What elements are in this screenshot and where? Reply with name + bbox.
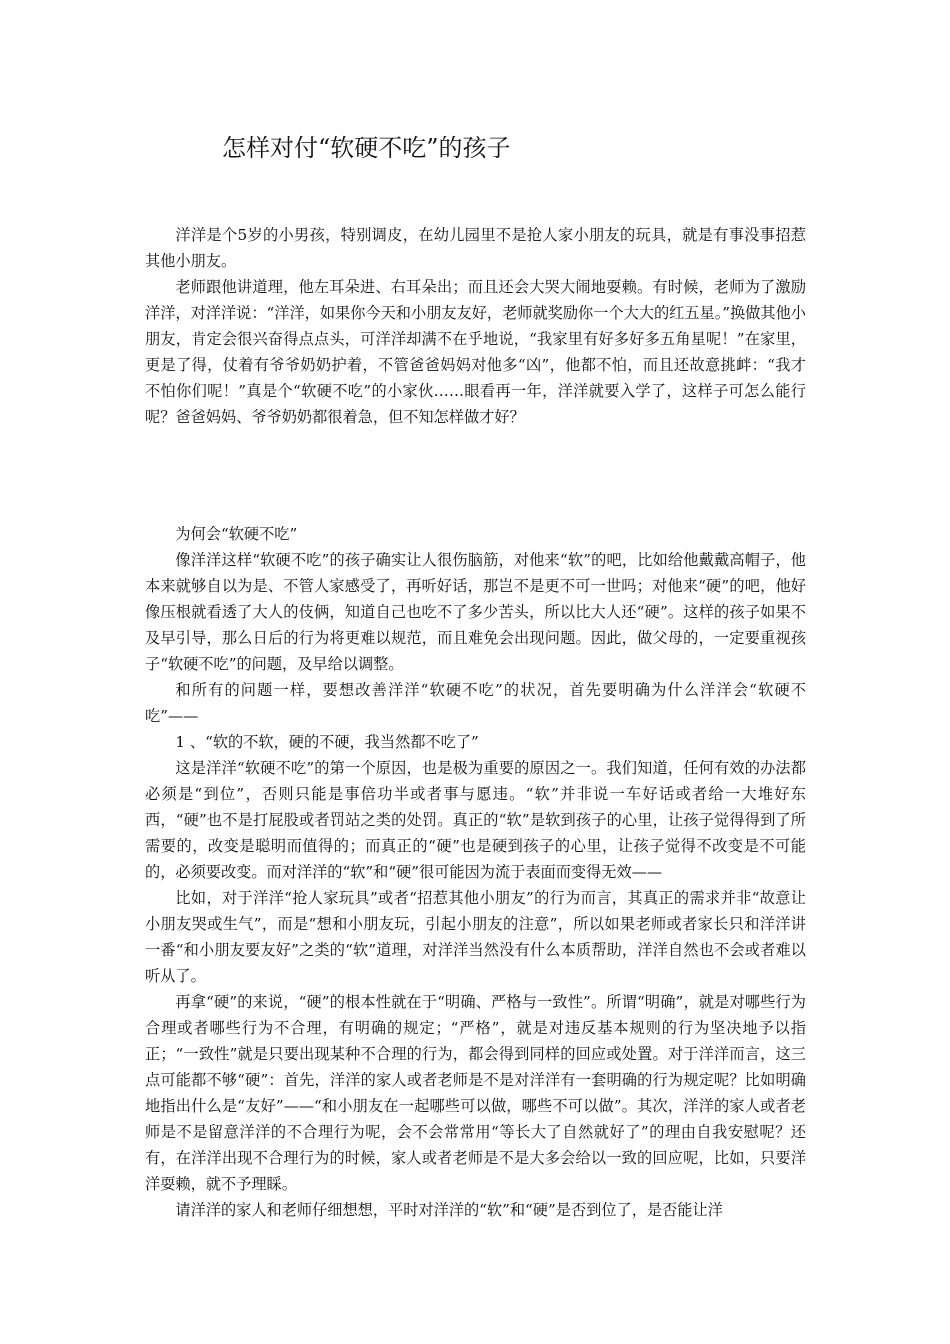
- section-heading: 为何会“软硬不吃”: [175, 525, 298, 543]
- paragraph: 请洋洋的家人和老师仔细想想，平时对洋洋的“软”和“硬”是否到位了，是否能让洋: [175, 1201, 723, 1219]
- paragraph: 和所有的问题一样，要想改善洋洋“软硬不吃”的状况，首先要明确为什么洋洋会“软硬不吃”——: [145, 681, 806, 725]
- paragraph: 像洋洋这样“软硬不吃”的孩子确实让人很伤脑筋，对他来“软”的吧，比如给他戴戴高帽子，他本来就够自以为是、不管人家感受了，再听好话，那岂不是更不可一世吗；对他来“硬”的吧，他好像压根就看透了大人的伎俩，知道自己也吃不了多少苦头，所以比大人还“硬”。这样的孩子如果不及早引导，那么日后的行为将更难以规范，而且难免会出现问题。因此，做父母的，一定要重视孩子“软硬不吃”的问题，及早给以调整。: [145, 551, 806, 673]
- reasons-section: [145, 521, 806, 1223]
- paragraph: 比如，对于洋洋“抢人家玩具”或者“招惹其他小朋友”的行为而言，其真正的需求并非“故意让小朋友哭或生气”，而是“想和小朋友玩，引起小朋友的注意”，所以如果老师或者家长只和洋洋讲一番“和小朋友要友好”之类的“软”道理，对洋洋当然没有什么本质帮助，洋洋自然也不会或者难以听从了。: [145, 889, 806, 985]
- paragraph: 这是洋洋“软硬不吃”的第一个原因，也是极为重要的原因之一。我们知道，任何有效的办法都必须是“到位”，否则只能是事倍功半或者事与愿违。“软”并非说一车好话或者给一大堆好东西，“硬”也不是打屁股或者罚站之类的处罚。真正的“软”是软到孩子的心里，让孩子觉得得到了所需要的，改变是聪明而值得的；而真正的“硬”也是硬到孩子的心里，让孩子觉得不改变是不可能的，必须要改变。而对洋洋的“软”和“硬”很可能因为流于表面而变得无效——: [145, 759, 806, 881]
- paragraph: 老师跟他讲道理，他左耳朵进、右耳朵出；而且还会大哭大闹地耍赖。有时候，老师为了激励洋洋，对洋洋说：“洋洋，如果你今天和小朋友友好，老师就奖励你一个大大的红五星。”换做其他小朋友，肯定会很兴奋得点点头，可洋洋却满不在乎地说，“我家里有好多好多五角星呢！”在家里，更是了得，仗着有爷爷奶奶护着，不管爸爸妈妈对他多“凶”，他都不怕，而且还故意挑衅：“我才不怕你们呢！”真是个“软硬不吃”的小家伙……眼看再一年，洋洋就要入学了，这样子可怎么能行呢？爸爸妈妈、爷爷奶奶都很着急，但不知怎样做才好？: [145, 278, 806, 426]
- paragraph: 洋洋是个5岁的小男孩，特别调皮，在幼儿园里不是抢人家小朋友的玩具，就是有事没事招惹其他小朋友。: [145, 226, 806, 270]
- document-title: 怎样对付“软硬不吃”的孩子: [222, 134, 511, 162]
- subheading: 1 、“软的不软，硬的不硬，我当然都不吃了”: [175, 733, 479, 751]
- paragraph: 再拿“硬”的来说，“硬”的根本性就在于“明确、严格与一致性”。所谓“明确”，就是对哪些行为合理或者哪些行为不合理，有明确的规定；“严格”，就是对违反基本规则的行为坚决地予以指正；“一致性”就是只要出现某种不合理的行为，都会得到同样的回应或处置。对于洋洋而言，这三点可能都不够“硬”：首先，洋洋的家人或者老师是不是对洋洋有一套明确的行为规定呢？比如明确地指出什么是“友好”——“和小朋友在一起哪些可以做，哪些不可以做”。其次，洋洋的家人或者老师是不是留意洋洋的不合理行为呢，会不会常常用“等长大了自然就好了”的理由自我安慰呢？还有，在洋洋出现不合理行为的时候，家人或者老师是不是大多会给以一致的回应呢，比如，只要洋洋耍赖，就不予理睬。: [145, 993, 806, 1193]
- intro-section: [145, 222, 806, 430]
